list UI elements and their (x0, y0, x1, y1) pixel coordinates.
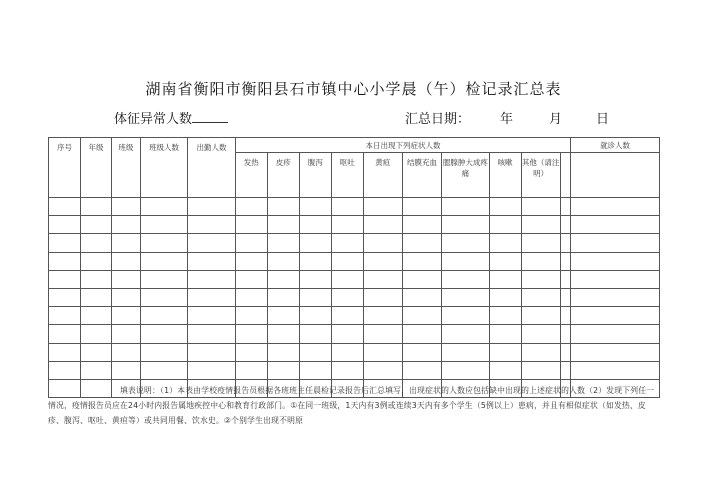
table-cell[interactable] (140, 361, 187, 379)
table-cell[interactable] (521, 325, 560, 343)
table-cell[interactable] (331, 234, 363, 252)
table-cell[interactable] (571, 270, 660, 288)
table-cell[interactable] (363, 307, 402, 325)
table-cell[interactable] (521, 234, 560, 252)
table-cell[interactable] (402, 252, 441, 270)
table-cell[interactable] (140, 216, 187, 234)
table-cell[interactable] (442, 234, 489, 252)
table-cell[interactable] (80, 252, 111, 270)
table-cell[interactable] (111, 216, 140, 234)
table-cell[interactable] (267, 361, 299, 379)
table-row (49, 325, 660, 343)
table-cell[interactable] (442, 325, 489, 343)
table-cell[interactable] (49, 198, 81, 216)
table-cell[interactable] (363, 234, 402, 252)
table-cell[interactable] (331, 288, 363, 306)
table-cell[interactable] (188, 288, 235, 306)
table-cell[interactable] (560, 216, 570, 234)
table-cell[interactable] (442, 252, 489, 270)
table-cell[interactable] (188, 361, 235, 379)
table-cell[interactable] (442, 307, 489, 325)
table-cell[interactable] (267, 343, 299, 361)
table-cell[interactable] (521, 216, 560, 234)
table-cell[interactable] (402, 307, 441, 325)
table-cell[interactable] (299, 307, 331, 325)
table-cell[interactable] (363, 198, 402, 216)
table-cell[interactable] (363, 270, 402, 288)
table-cell[interactable] (560, 343, 570, 361)
year-label: 年 (500, 112, 514, 127)
table-cell[interactable] (571, 252, 660, 270)
table-cell[interactable] (267, 270, 299, 288)
table-cell[interactable] (560, 198, 570, 216)
table-cell[interactable] (235, 361, 267, 379)
header-symptom-cough: 咳嗽 (489, 153, 521, 198)
table-cell[interactable] (489, 325, 521, 343)
table-cell[interactable] (402, 361, 441, 379)
table-cell[interactable] (140, 325, 187, 343)
table-cell[interactable] (140, 288, 187, 306)
table-cell[interactable] (299, 325, 331, 343)
abnormal-count-label: 体征异常人数 (114, 112, 193, 127)
header-symptom-other: 其他（请注明） (521, 153, 560, 198)
table-cell[interactable] (111, 288, 140, 306)
table-cell[interactable] (331, 361, 363, 379)
table-cell[interactable] (267, 325, 299, 343)
table-cell[interactable] (111, 307, 140, 325)
table-cell[interactable] (80, 288, 111, 306)
table-cell[interactable] (442, 270, 489, 288)
table-cell[interactable] (442, 288, 489, 306)
table-cell[interactable] (489, 361, 521, 379)
header-symptom-conjunctival: 结膜充血 (402, 153, 441, 198)
table-cell[interactable] (80, 270, 111, 288)
table-cell[interactable] (402, 198, 441, 216)
table-cell[interactable] (299, 288, 331, 306)
table-cell[interactable] (80, 198, 111, 216)
form-instructions (48, 383, 660, 428)
header-spacer-cell (560, 153, 570, 198)
header-class: 班级 (111, 138, 140, 198)
table-cell[interactable] (489, 307, 521, 325)
table-cell[interactable] (363, 216, 402, 234)
table-cell[interactable] (267, 234, 299, 252)
table-cell[interactable] (80, 325, 111, 343)
table-cell[interactable] (49, 288, 81, 306)
header-symptom-fever: 发热 (235, 153, 267, 198)
table-cell[interactable] (235, 325, 267, 343)
table-cell[interactable] (49, 361, 81, 379)
table-cell[interactable] (235, 270, 267, 288)
header-symptom-diarrhea: 腹泻 (299, 153, 331, 198)
table-cell[interactable] (442, 198, 489, 216)
table-cell[interactable] (402, 325, 441, 343)
table-cell[interactable] (363, 361, 402, 379)
header-symptom-vomit: 呕吐 (331, 153, 363, 198)
table-cell[interactable] (489, 216, 521, 234)
table-cell[interactable] (235, 343, 267, 361)
table-cell[interactable] (331, 343, 363, 361)
table-cell[interactable] (402, 234, 441, 252)
header-attendance: 出勤人数 (188, 138, 235, 198)
table-row (49, 307, 660, 325)
table-cell[interactable] (331, 252, 363, 270)
table-cell[interactable] (402, 270, 441, 288)
table-cell[interactable] (571, 343, 660, 361)
header-symptom-jaundice: 黄疸 (363, 153, 402, 198)
table-cell[interactable] (402, 216, 441, 234)
table-cell[interactable] (111, 343, 140, 361)
table-cell[interactable] (521, 343, 560, 361)
table-cell[interactable] (299, 234, 331, 252)
table-cell[interactable] (363, 325, 402, 343)
table-cell[interactable] (188, 325, 235, 343)
table-cell[interactable] (188, 234, 235, 252)
table-cell[interactable] (80, 216, 111, 234)
table-cell[interactable] (111, 234, 140, 252)
table-cell[interactable] (571, 234, 660, 252)
table-cell[interactable] (140, 252, 187, 270)
table-row (49, 198, 660, 216)
table-cell[interactable] (111, 361, 140, 379)
table-cell[interactable] (140, 343, 187, 361)
table-cell[interactable] (49, 343, 81, 361)
table-cell[interactable] (560, 234, 570, 252)
table-cell[interactable] (521, 307, 560, 325)
table-cell[interactable] (521, 288, 560, 306)
table-cell[interactable] (111, 325, 140, 343)
table-cell[interactable] (442, 343, 489, 361)
header-symptom-group: 本日出现下列症状人数 (235, 138, 570, 153)
table-cell[interactable] (489, 252, 521, 270)
table-cell[interactable] (489, 198, 521, 216)
table-cell[interactable] (49, 270, 81, 288)
table-cell[interactable] (571, 216, 660, 234)
table-cell[interactable] (80, 234, 111, 252)
table-cell[interactable] (267, 216, 299, 234)
summary-date-field (405, 108, 609, 127)
table-cell[interactable] (188, 198, 235, 216)
table-cell[interactable] (49, 216, 81, 234)
table-cell[interactable] (299, 361, 331, 379)
table-cell[interactable] (235, 234, 267, 252)
table-cell[interactable] (331, 325, 363, 343)
abnormal-count-blank[interactable] (192, 110, 228, 123)
table-cell[interactable] (571, 361, 660, 379)
table-cell[interactable] (521, 252, 560, 270)
instructions-text: 填表说明：（1）本表由学校疫情报告员根据各班班主任晨检记录报告后汇总填写，出现症状的人数应包括缺中出现的上述症状的人数（2）发现下列任一情况，疫情报告员应在24小时内报告属地疾控中心和教育行政部门。①在同一班级，1天内有3例或连续3天内有多个学生（5例以上）患病，并且有相似症状（如发热、皮疹、腹泻、呕吐、黄疸等）或共同用餐、饮水史。②个别学生出现不明原 (48, 386, 655, 425)
table-cell[interactable] (363, 343, 402, 361)
table-cell[interactable] (521, 198, 560, 216)
table-row (49, 343, 660, 361)
table-cell[interactable] (80, 361, 111, 379)
table-cell[interactable] (188, 270, 235, 288)
table-cell[interactable] (402, 343, 441, 361)
table-cell[interactable] (140, 307, 187, 325)
table-cell[interactable] (402, 288, 441, 306)
table-cell[interactable] (111, 252, 140, 270)
header-seq: 序号 (49, 138, 81, 198)
table-cell[interactable] (299, 216, 331, 234)
table-cell[interactable] (80, 307, 111, 325)
table-cell[interactable] (267, 198, 299, 216)
table-cell[interactable] (235, 288, 267, 306)
table-cell[interactable] (560, 288, 570, 306)
table-cell[interactable] (363, 288, 402, 306)
table-cell[interactable] (299, 198, 331, 216)
header-symptom-parotid: 腮腺肿大成疼痛 (442, 153, 489, 198)
table-cell[interactable] (331, 307, 363, 325)
table-cell[interactable] (442, 361, 489, 379)
header-info-line (0, 108, 707, 128)
abnormal-count-field (114, 108, 228, 127)
document-title: 湖南省衡阳市衡阳县石市镇中心小学晨（午）检记录汇总表 (145, 80, 562, 98)
table-cell[interactable] (111, 198, 140, 216)
day-label: 日 (596, 112, 610, 127)
table-cell[interactable] (331, 270, 363, 288)
table-cell[interactable] (560, 270, 570, 288)
table-cell[interactable] (299, 270, 331, 288)
table-cell[interactable] (442, 216, 489, 234)
table-cell[interactable] (571, 198, 660, 216)
header-visit-count: 就诊人数 (571, 138, 660, 153)
table-cell[interactable] (49, 307, 81, 325)
table-cell[interactable] (188, 252, 235, 270)
table-cell[interactable] (235, 216, 267, 234)
table-cell[interactable] (49, 252, 81, 270)
table-cell[interactable] (140, 234, 187, 252)
table-body (49, 198, 660, 398)
table-cell[interactable] (235, 307, 267, 325)
table-row (49, 234, 660, 252)
table-cell[interactable] (188, 343, 235, 361)
table-cell[interactable] (521, 270, 560, 288)
table-cell[interactable] (267, 288, 299, 306)
table-cell[interactable] (571, 325, 660, 343)
header-visit-blank (571, 153, 660, 198)
inspection-summary-table (48, 137, 660, 398)
table-cell[interactable] (299, 252, 331, 270)
table-cell[interactable] (140, 270, 187, 288)
table-cell[interactable] (521, 361, 560, 379)
table-cell[interactable] (560, 361, 570, 379)
header-symptom-rash: 皮疹 (267, 153, 299, 198)
table-cell[interactable] (331, 198, 363, 216)
table-cell[interactable] (489, 343, 521, 361)
table-cell[interactable] (560, 325, 570, 343)
table-row (49, 270, 660, 288)
table-cell[interactable] (188, 216, 235, 234)
table-cell[interactable] (80, 343, 111, 361)
table-cell[interactable] (267, 307, 299, 325)
table-cell[interactable] (235, 198, 267, 216)
table-cell[interactable] (331, 216, 363, 234)
table-cell[interactable] (188, 307, 235, 325)
table-cell[interactable] (560, 252, 570, 270)
header-class-size: 班级人数 (140, 138, 187, 198)
table-cell[interactable] (267, 252, 299, 270)
header-grade: 年级 (80, 138, 111, 198)
table-row (49, 361, 660, 379)
table-cell[interactable] (363, 252, 402, 270)
table-cell[interactable] (489, 288, 521, 306)
table-cell[interactable] (489, 270, 521, 288)
table-cell[interactable] (299, 343, 331, 361)
table-row (49, 216, 660, 234)
month-label: 月 (549, 112, 563, 127)
table-cell[interactable] (140, 198, 187, 216)
table-cell[interactable] (235, 252, 267, 270)
table-row (49, 252, 660, 270)
table-row (49, 288, 660, 306)
table-cell[interactable] (571, 307, 660, 325)
summary-date-label: 汇总日期： (405, 112, 471, 127)
table-cell[interactable] (560, 307, 570, 325)
table-cell[interactable] (489, 234, 521, 252)
table-cell[interactable] (49, 234, 81, 252)
table-cell[interactable] (111, 270, 140, 288)
table-cell[interactable] (571, 288, 660, 306)
table-cell[interactable] (49, 325, 81, 343)
